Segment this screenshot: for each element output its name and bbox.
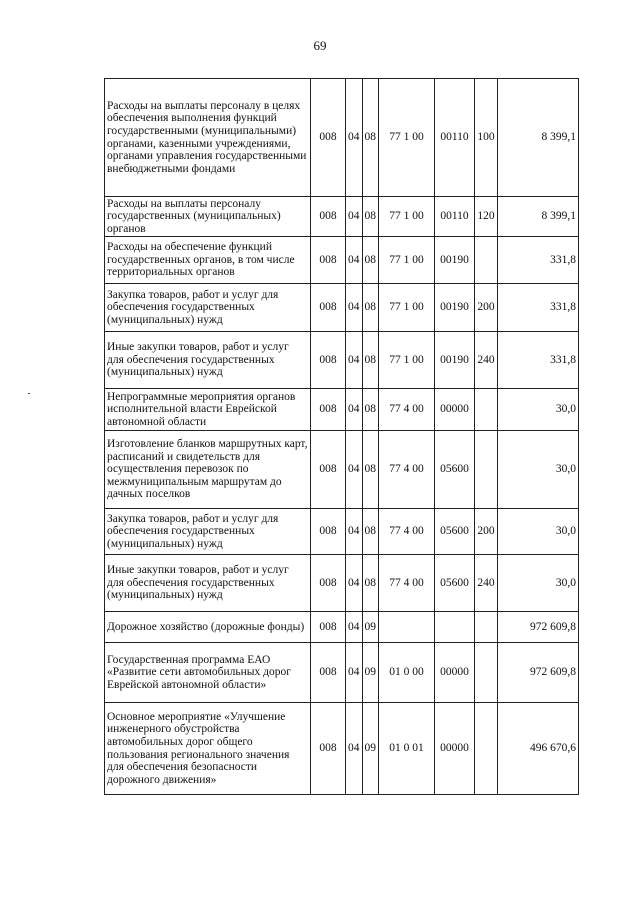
subsection-code: 08 [362, 284, 379, 332]
subsection-code: 09 [362, 643, 379, 703]
row-name: Дорожное хозяйство (дорожные фонды) [105, 612, 311, 643]
direction-code: 00000 [435, 389, 475, 431]
program-code: 77 4 00 [379, 431, 435, 509]
ministry-code: 008 [311, 555, 346, 612]
direction-code: 00000 [435, 703, 475, 795]
table-row [105, 555, 579, 612]
amount: 496 670,6 [498, 703, 579, 795]
row-name: Основное мероприятие «Улучшение инженерного обустройства автомобильных дорог общего пользования регионального значения для обеспечения безопасности дорожного движения» [105, 703, 311, 795]
amount: 972 609,8 [498, 612, 579, 643]
subsection-code: 08 [362, 431, 379, 509]
expense-type-code: 200 [475, 284, 498, 332]
expense-type-code [475, 612, 498, 643]
program-code: 01 0 00 [379, 643, 435, 703]
table-row [105, 197, 579, 237]
direction-code: 05600 [435, 509, 475, 555]
direction-code: 00190 [435, 332, 475, 389]
program-code: 77 1 00 [379, 237, 435, 284]
table-row [105, 643, 579, 703]
program-code: 77 4 00 [379, 389, 435, 431]
expense-type-code [475, 643, 498, 703]
table-row [105, 284, 579, 332]
section-code: 04 [346, 79, 363, 197]
subsection-code: 08 [362, 332, 379, 389]
amount: 972 609,8 [498, 643, 579, 703]
subsection-code: 08 [362, 509, 379, 555]
amount: 8 399,1 [498, 197, 579, 237]
expense-type-code [475, 703, 498, 795]
page-number: 69 [313, 38, 327, 53]
subsection-code: 08 [362, 237, 379, 284]
row-name: Государственная программа ЕАО «Развитие сети автомобильных дорог Еврейской автономной области» [105, 643, 311, 703]
ministry-code: 008 [311, 197, 346, 237]
subsection-code: 08 [362, 555, 379, 612]
row-name: Расходы на обеспечение функций государственных органов, в том числе территориальных органов [105, 237, 311, 284]
row-name: Изготовление бланков маршрутных карт, расписаний и свидетельств для осуществления перевозок по межмуниципальным маршрутам до дачных поселков [105, 431, 311, 509]
table-row [105, 612, 579, 643]
table-row [105, 79, 579, 197]
direction-code: 05600 [435, 431, 475, 509]
ministry-code: 008 [311, 643, 346, 703]
expense-type-code: 100 [475, 79, 498, 197]
program-code: 77 4 00 [379, 555, 435, 612]
ministry-code: 008 [311, 284, 346, 332]
row-name: Иные закупки товаров, работ и услуг для обеспечения государственных (муниципальных) нужд [105, 555, 311, 612]
amount: 30,0 [498, 509, 579, 555]
row-name: Иные закупки товаров, работ и услуг для обеспечения государственных (муниципальных) нужд [105, 332, 311, 389]
program-code: 77 1 00 [379, 197, 435, 237]
expense-type-code: 240 [475, 332, 498, 389]
ministry-code: 008 [311, 332, 346, 389]
amount: 8 399,1 [498, 79, 579, 197]
section-code: 04 [346, 284, 363, 332]
ministry-code: 008 [311, 703, 346, 795]
subsection-code: 09 [362, 703, 379, 795]
expense-type-code: 240 [475, 555, 498, 612]
ministry-code: 008 [311, 612, 346, 643]
ministry-code: 008 [311, 431, 346, 509]
direction-code: 05600 [435, 555, 475, 612]
table-row [105, 509, 579, 555]
table-row [105, 431, 579, 509]
amount: 331,8 [498, 284, 579, 332]
section-code: 04 [346, 431, 363, 509]
subsection-code: 08 [362, 197, 379, 237]
section-code: 04 [346, 237, 363, 284]
row-name: Закупка товаров, работ и услуг для обеспечения государственных (муниципальных) нужд [105, 284, 311, 332]
row-name: Непрограммные мероприятия органов исполнительной власти Еврейской автономной области [105, 389, 311, 431]
amount: 30,0 [498, 389, 579, 431]
program-code [379, 612, 435, 643]
amount: 30,0 [498, 431, 579, 509]
section-code: 04 [346, 612, 363, 643]
direction-code: 00190 [435, 237, 475, 284]
scan-mark [28, 393, 30, 394]
expense-type-code: 120 [475, 197, 498, 237]
direction-code: 00110 [435, 79, 475, 197]
ministry-code: 008 [311, 389, 346, 431]
row-name: Закупка товаров, работ и услуг для обеспечения государственных (муниципальных) нужд [105, 509, 311, 555]
row-name: Расходы на выплаты персоналу в целях обеспечения выполнения функций государственными (муниципальными) органами, казенными учреждениями, органами управления государственными внебюджетными фондами [105, 79, 311, 197]
program-code: 77 1 00 [379, 332, 435, 389]
table-row [105, 332, 579, 389]
direction-code: 00000 [435, 643, 475, 703]
amount: 30,0 [498, 555, 579, 612]
section-code: 04 [346, 509, 363, 555]
section-code: 04 [346, 555, 363, 612]
ministry-code: 008 [311, 79, 346, 197]
program-code: 01 0 01 [379, 703, 435, 795]
budget-table [104, 78, 579, 795]
program-code: 77 4 00 [379, 509, 435, 555]
expense-type-code [475, 431, 498, 509]
section-code: 04 [346, 197, 363, 237]
direction-code: 00110 [435, 197, 475, 237]
section-code: 04 [346, 643, 363, 703]
expense-type-code: 200 [475, 509, 498, 555]
subsection-code: 09 [362, 612, 379, 643]
table-row [105, 703, 579, 795]
amount: 331,8 [498, 332, 579, 389]
ministry-code: 008 [311, 237, 346, 284]
ministry-code: 008 [311, 509, 346, 555]
amount: 331,8 [498, 237, 579, 284]
subsection-code: 08 [362, 389, 379, 431]
expense-type-code [475, 389, 498, 431]
direction-code: 00190 [435, 284, 475, 332]
section-code: 04 [346, 332, 363, 389]
direction-code [435, 612, 475, 643]
program-code: 77 1 00 [379, 79, 435, 197]
subsection-code: 08 [362, 79, 379, 197]
section-code: 04 [346, 703, 363, 795]
table-body [105, 79, 579, 795]
table-row [105, 389, 579, 431]
table-row [105, 237, 579, 284]
expense-type-code [475, 237, 498, 284]
row-name: Расходы на выплаты персоналу государственных (муниципальных) органов [105, 197, 311, 237]
program-code: 77 1 00 [379, 284, 435, 332]
section-code: 04 [346, 389, 363, 431]
